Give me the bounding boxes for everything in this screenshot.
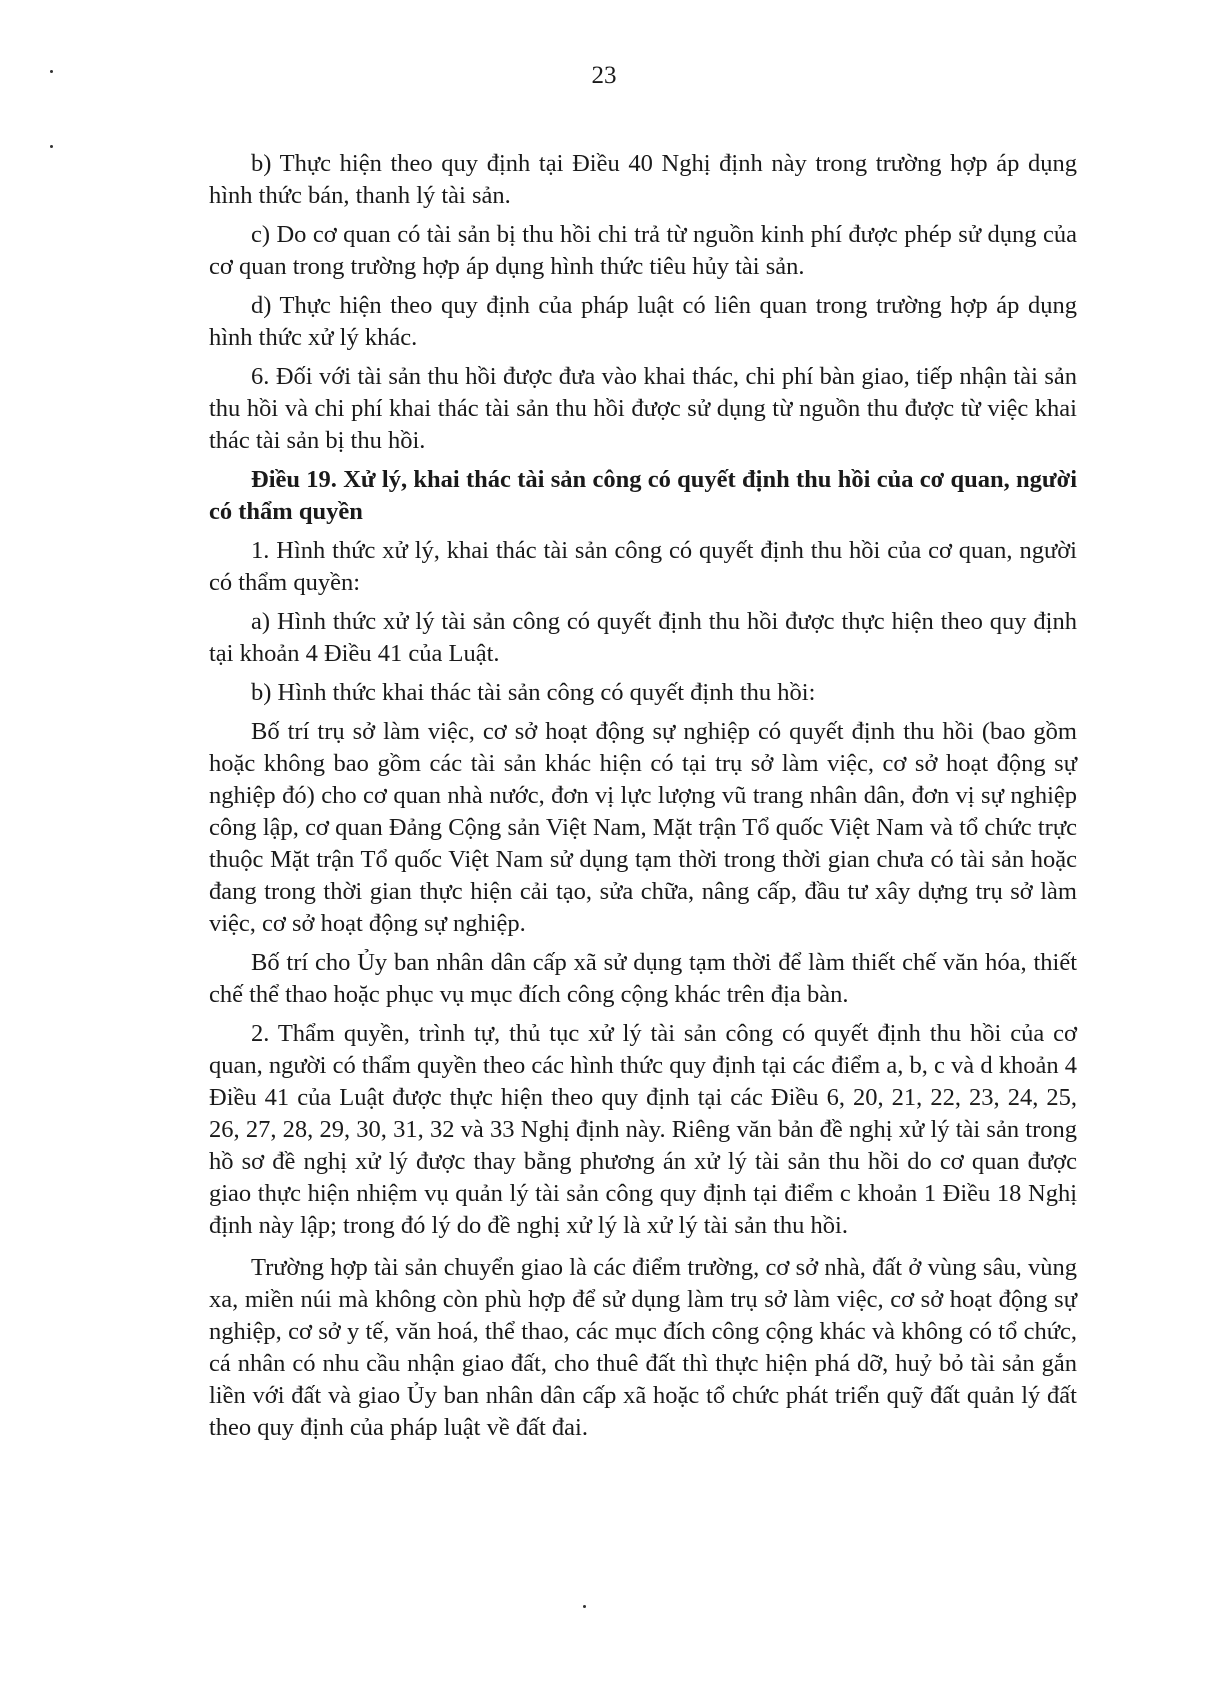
- paragraph-clause-1-point-b: b) Hình thức khai thác tài sản công có quyết định thu hồi:: [251, 679, 816, 706]
- scan-speck: [50, 145, 53, 148]
- paragraph-clause-1-point-a: a) Hình thức xử lý tài sản công có quyết định thu hồi được thực hiện theo quy định tại khoản 4 Điều 41 của Luật.: [209, 608, 1077, 667]
- paragraph-point-c: c) Do cơ quan có tài sản bị thu hồi chi trả từ nguồn kinh phí được phép sử dụng của cơ quan trong trường hợp áp dụng hình thức tiêu hủy tài sản.: [209, 221, 1077, 280]
- scan-speck: [50, 70, 53, 73]
- paragraph-transfer-case: Trường hợp tài sản chuyển giao là các điểm trường, cơ sở nhà, đất ở vùng sâu, vùng xa, miền núi mà không còn phù hợp để sử dụng làm trụ sở làm việc, cơ sở hoạt động sự nghiệp, cơ sở y tế, văn hoá, thể thao, các mục đích công cộng khác và không có tổ chức, cá nhân có nhu cầu nhận giao đất, cho thuê đất thì thực hiện phá dỡ, huỷ bỏ tài sản gắn liền với đất và giao Ủy ban nhân dân cấp xã hoặc tổ chức phát triển quỹ đất quản lý đất theo quy định của pháp luật về đất đai.: [209, 1254, 1077, 1441]
- article-19-heading: Điều 19. Xử lý, khai thác tài sản công có quyết định thu hồi của cơ quan, người có thẩm quyền: [209, 466, 1077, 525]
- paragraph-point-b: b) Thực hiện theo quy định tại Điều 40 Nghị định này trong trường hợp áp dụng hình thức bán, thanh lý tài sản.: [209, 150, 1077, 209]
- paragraph-commune-allocation: Bố trí cho Ủy ban nhân dân cấp xã sử dụng tạm thời để làm thiết chế văn hóa, thiết chế thể thao hoặc phục vụ mục đích công cộng khác trên địa bàn.: [209, 949, 1077, 1008]
- paragraph-clause-1: 1. Hình thức xử lý, khai thác tài sản công có quyết định thu hồi của cơ quan, người có thẩm quyền:: [209, 537, 1077, 596]
- paragraph-office-allocation: Bố trí trụ sở làm việc, cơ sở hoạt động sự nghiệp có quyết định thu hồi (bao gồm hoặc không bao gồm các tài sản khác hiện có tại trụ sở làm việc, cơ sở hoạt động sự nghiệp đó) cho cơ quan nhà nước, đơn vị lực lượng vũ trang nhân dân, đơn vị sự nghiệp công lập, cơ quan Đảng Cộng sản Việt Nam, Mặt trận Tổ quốc Việt Nam và tổ chức trực thuộc Mặt trận Tổ quốc Việt Nam sử dụng tạm thời trong thời gian chưa có tài sản hoặc đang trong thời gian thực hiện cải tạo, sửa chữa, nâng cấp, đầu tư xây dựng trụ sở làm việc, cơ sở hoạt động sự nghiệp.: [209, 718, 1077, 937]
- paragraph-clause-2: 2. Thẩm quyền, trình tự, thủ tục xử lý tài sản công có quyết định thu hồi của cơ quan, người có thẩm quyền theo các hình thức quy định tại các điểm a, b, c và d khoản 4 Điều 41 của Luật được thực hiện theo quy định tại các Điều 6, 20, 21, 22, 23, 24, 25, 26, 27, 28, 29, 30, 31, 32 và 33 Nghị định này. Riêng văn bản đề nghị xử lý tài sản trong hồ sơ đề nghị xử lý được thay bằng phương án xử lý tài sản thu hồi do cơ quan được giao thực hiện nhiệm vụ quản lý tài sản công quy định tại điểm c khoản 1 Điều 18 Nghị định này lập; trong đó lý do đề nghị xử lý là xử lý tài sản thu hồi.: [209, 1020, 1077, 1239]
- page-number: 23: [591, 62, 617, 89]
- document-body: [209, 148, 1077, 1451]
- scan-speck: [583, 1605, 586, 1608]
- paragraph-point-d: d) Thực hiện theo quy định của pháp luật có liên quan trong trường hợp áp dụng hình thức xử lý khác.: [209, 292, 1077, 351]
- paragraph-clause-6: 6. Đối với tài sản thu hồi được đưa vào khai thác, chi phí bàn giao, tiếp nhận tài sản thu hồi và chi phí khai thác tài sản thu hồi được sử dụng từ nguồn thu được từ việc khai thác tài sản bị thu hồi.: [209, 363, 1077, 454]
